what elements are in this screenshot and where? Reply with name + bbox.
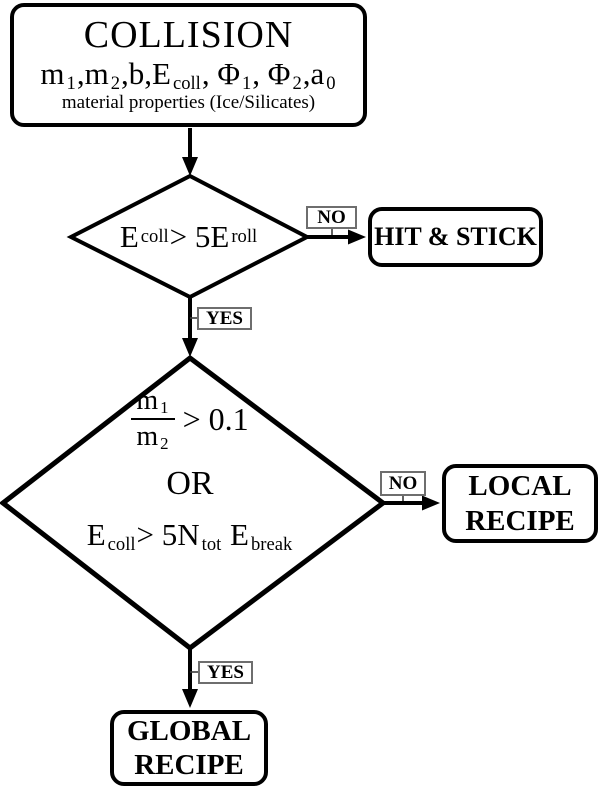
decision2-yes-label: YES	[198, 661, 253, 684]
hit-and-stick-label: HIT & STICK	[374, 222, 537, 252]
arrowhead-right-icon	[422, 496, 440, 511]
local-recipe-box	[442, 464, 598, 543]
arrowhead-down-icon	[182, 338, 198, 357]
arrowhead-down-icon	[182, 689, 198, 708]
decision2-no-label: NO	[380, 471, 426, 496]
mass-ratio-comparison: > 0.1	[182, 400, 249, 437]
arrowhead-right-icon	[348, 230, 366, 245]
start-material-note: material properties (Ice/Silicates)	[61, 91, 316, 113]
decision2-energy-condition: E $_{coll}$> 5N $_{tot}$ E $_{break}$	[86, 517, 293, 556]
decision1-condition: E coll > 5E roll	[119, 219, 258, 254]
global-recipe-line2: RECIPE	[134, 749, 244, 781]
global-recipe-box	[110, 710, 268, 786]
start-title: COLLISION	[83, 14, 294, 57]
mass-ratio-fraction	[131, 385, 174, 453]
fraction-numerator: m $_1$	[131, 385, 174, 420]
decision2-or-label: OR	[166, 465, 214, 503]
arrowhead-down-icon	[182, 157, 198, 176]
decision1-no-label: NO	[306, 206, 357, 229]
global-recipe-line1: GLOBAL	[126, 714, 252, 747]
decision2-mass-ratio	[131, 385, 248, 453]
decision1-yes-label: YES	[197, 307, 252, 330]
fraction-denominator: m $_2$	[136, 421, 169, 454]
start-box	[10, 3, 367, 127]
local-recipe-line2: RECIPE	[465, 504, 575, 537]
hit-and-stick-box	[368, 207, 543, 267]
decision2-condition	[20, 385, 360, 556]
local-recipe-line1: LOCAL	[468, 470, 572, 503]
start-parameters: m $_1$,m $_2$,b,E $_{coll}$, Φ $_1$, Φ $_2$,a $_0$	[40, 56, 336, 94]
